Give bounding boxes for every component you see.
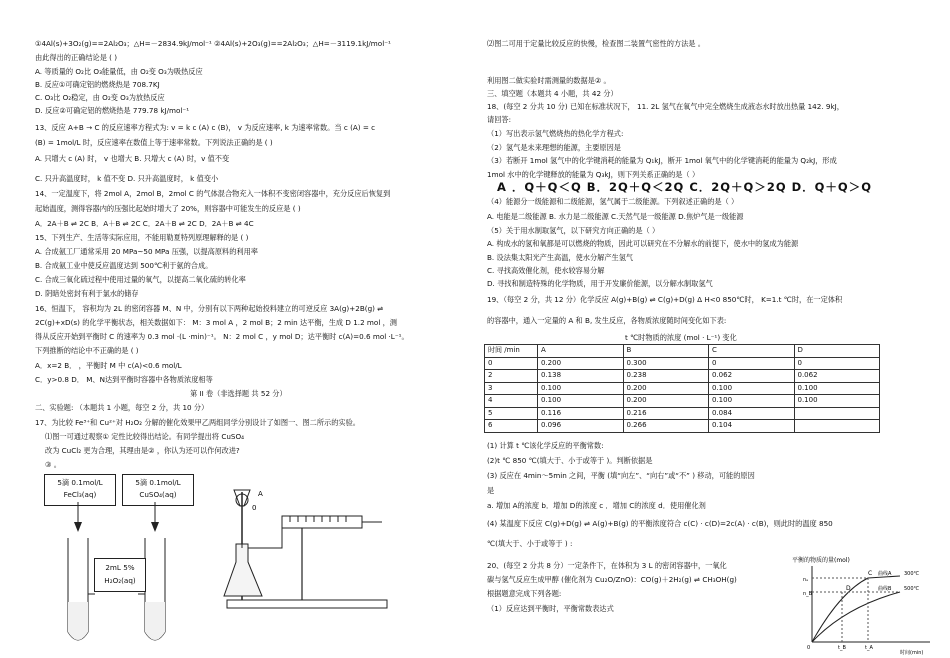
line: ①4Al(s)+3O₂(g)==2Al₂O₃；△H=－2834.9kJ/mol⁻¹ ②4Al(s)+2O₃(g)==2Al₂O₃；△H=－3119.1kJ/mol⁻¹	[35, 39, 391, 48]
line: D. 反应②可确定铝的燃烧热是 779.78 kJ/mol⁻¹	[35, 106, 190, 115]
line: 20、(每空 2 分共 8 分）一定条件下，在体积为 3 L 的密闭容器中，一氧化	[487, 561, 727, 570]
table-cell: 0.138	[538, 370, 624, 383]
curve-a-temp: 300℃	[904, 571, 920, 577]
line: ℃(填大于、小于或等于 ) :	[487, 539, 573, 548]
table-cell: 4	[485, 395, 538, 408]
line: 是	[487, 486, 495, 495]
concentration-table	[484, 344, 880, 433]
line: C. 只升高温度时， k 值不变 D. 只升高温度时， k 值变小	[35, 174, 219, 183]
line: B. 设法集太阳光产生高温，使水分解产生氢气	[487, 253, 634, 262]
methanol-graph	[790, 552, 940, 656]
table-cell: 6	[485, 420, 538, 433]
point-c-label: C	[868, 570, 873, 577]
line: 13、反应 A+B → C 的反应速率方程式为: v = k c (A) c (B)， v 为反应速率, k 为速率常数。当 c (A) = c	[35, 123, 376, 132]
na-label: nₐ	[803, 577, 809, 583]
line: （1）反应达到平衡时，平衡常数表达式	[487, 604, 614, 613]
line: （3）若断开 1mol 氢气中的化学键消耗的能量为 Q₁kJ，断开 1mol 氧气中的化学键消耗的能量为 Q₂kJ，形成	[487, 156, 837, 165]
spacer-text: 0	[252, 504, 257, 512]
table-cell: 3	[485, 382, 538, 395]
line: 18、(每空 2 分共 10 分) 已知在标准状况下， 11. 2L 氢气在氧气中完全燃烧生成液态水时放出热量 142. 9kJ，	[487, 102, 844, 111]
line: 碳与氢气反应生成甲醇 (催化剂为 Cu₂O/ZnO)：CO(g)＋2H₂(g) ⇌ CH₃OH(g)	[487, 575, 737, 584]
line: B. 反应①可确定铝的燃烧热是 708.7KJ	[35, 80, 160, 89]
line: (1) 计算 t ℃该化学反应的平衡常数:	[487, 441, 604, 450]
table-header-cell: 时间 /min	[485, 345, 538, 358]
line: （2）氢气是未来理想的能源，主要原因是	[487, 143, 621, 152]
line: 请回答:	[487, 115, 511, 124]
line: C. 合成三氧化硫过程中使用过量的氧气，以提高二氧化硫的转化率	[35, 275, 246, 284]
ta-label: t_A	[865, 645, 873, 651]
curve-b-line	[812, 592, 900, 642]
table-cell: 0.100	[794, 395, 880, 408]
line: 的容器中，通入一定量的 A 和 B, 发生反应，各物质浓度随时间变化如下表:	[487, 316, 727, 325]
fecl3-label: 5滴 0.1mol/L FeCl₃(aq)	[44, 474, 116, 506]
section-title: 第 II 卷（非选择题 共 52 分）	[190, 389, 287, 398]
table-row	[485, 382, 880, 395]
graph-ylabel: 平衡的物质的量(mol)	[792, 557, 850, 564]
table-header-row	[485, 345, 880, 358]
table-cell: 0.300	[623, 357, 709, 370]
table-cell	[794, 420, 880, 433]
table-row	[485, 407, 880, 420]
line: A．x=2 B． ，平衡时 M 中 c(A)<0.6 mol/L	[35, 361, 182, 370]
line: 17、为比较 Fe³⁺和 Cu²⁺对 H₂O₂ 分解的催化效果甲乙两组同学分别设计了如图一、图二所示的实验。	[35, 418, 360, 427]
table-cell: 0.062	[709, 370, 795, 383]
point-d-label: D	[846, 585, 851, 592]
flask-icon	[224, 544, 262, 596]
line: A. 电能是二级能源 B. 水力是二级能源 C.天然气是一级能源 D.焦炉气是一级能源	[487, 212, 744, 221]
table-cell: 0.100	[794, 382, 880, 395]
line: (B) = 1mol/L 时，反应速率在数值上等于速率常数。下列说法正确的是 ( )	[35, 138, 273, 147]
line: C. 寻找高效催化剂，使水较容易分解	[487, 266, 605, 275]
line: A. 合成氨工厂通常采用 20 MPa~50 MPa 压强，以提高原料的利用率	[35, 247, 258, 256]
line: A ．Q＋Q＜Q B．2Q＋Q＜2Q C．2Q＋Q＞2Q D．Q＋Q＞Q	[497, 180, 872, 194]
liquid-right	[145, 602, 165, 640]
line: (2)t ℃ 850 ℃(填大于、小于或等于 )。判断依据是	[487, 456, 653, 465]
table-cell: 0.200	[623, 395, 709, 408]
table-cell: 0.200	[623, 382, 709, 395]
table-cell: 0.096	[538, 420, 624, 433]
line: a. 增加 A的浓度 b．增加 D的浓度 c ．增加 C的浓度 d．使用催化剂	[487, 501, 706, 510]
line: ③ 。	[45, 460, 61, 469]
curve-a-label: 曲线A	[878, 571, 892, 577]
line: D. 寻找和制造特殊的化学物质，用于开发廉价能源，以分解水制取氢气	[487, 279, 713, 288]
dropper-tip-icon	[74, 522, 82, 532]
line: ⑵图二可用于定量比较反应的快慢，检查图二装置气密性的方法是 。	[487, 39, 705, 48]
line: 2C(g)+xD(s) 的化学平衡状态，相关数据如下： M：3 mol A ，2 mol B；2 min 达平衡，生成 D 1.2 mol ，测	[35, 318, 397, 327]
table-cell: 2	[485, 370, 538, 383]
table-row	[485, 357, 880, 370]
line: 14、一定温度下，将 2mol A，2mol B，2mol C 的气体混合物充入一体积不变密闭容器中，充分反应后恢复到	[35, 189, 391, 198]
table-cell: 0.100	[538, 395, 624, 408]
line: 利用图二做实验时需测量的数据是② 。	[487, 76, 611, 85]
line: B. 合成氨工业中使反应温度达到 500℃利于氨的合成。	[35, 261, 213, 270]
line: A. 构成水的氢和氧都是可以燃烧的物质，因此可以研究在不分解水的前提下，使水中的氢成为能源	[487, 239, 799, 248]
table-cell: 0.216	[623, 407, 709, 420]
line: A．2A＋B ⇌ 2C B．A＋B ⇌ 2C C．2A＋B ⇌ 2C D．2A＋B ⇌ 4C	[35, 219, 254, 228]
nb-label: n_B	[803, 591, 813, 597]
line: （5）关于用水制取氢气，以下研究方向正确的是（ ）	[487, 226, 660, 235]
dropper-tip-icon	[151, 522, 159, 532]
table-cell: 0	[485, 357, 538, 370]
stand-base	[227, 600, 387, 608]
graph-xlabel: 时间(min)	[900, 650, 924, 656]
table-row	[485, 370, 880, 383]
table-cell: 0	[794, 357, 880, 370]
line: 二、实验题: （本题共 1 小题，每空 2 分，共 10 分）	[35, 403, 209, 412]
delivery-tube	[248, 522, 282, 548]
line: A. 只增大 c (A) 时， v 也增大 B. 只增大 c (A) 时，v 值不变	[35, 154, 230, 163]
curve-b-temp: 500℃	[904, 586, 920, 592]
line: 19、（每空 2 分，共 12 分）化学反应 A(g)+B(g) ⇌ C(g)+D(g) Δ H<0 850℃时， K=1.t ℃时，在一定体积	[487, 295, 843, 304]
origin-label: 0	[807, 645, 811, 651]
line: （4）能源分一级能源和二级能源，氢气属于二级能源。下列叙述正确的是（ ）	[487, 197, 739, 206]
line: 三、填空题（本题共 4 小题，共 42 分）	[487, 89, 618, 98]
table-row	[485, 420, 880, 433]
line: 15、下列生产、生活等实际应用，不能用勒夏特列原理解释的是 ( )	[35, 233, 249, 242]
table-caption: t ℃时物质的浓度 (mol · L⁻¹) 变化	[625, 333, 737, 342]
line: D. 阴暗处密封有利于氯水的储存	[35, 289, 139, 298]
table-cell: 0.104	[709, 420, 795, 433]
cuso4-label: 5滴 0.1mol/L CuSO₄(aq)	[122, 474, 194, 506]
line: C. O₃比 O₂稳定，由 O₂变 O₃为放热反应	[35, 93, 165, 102]
table-header-cell: C	[709, 345, 795, 358]
line: A. 等质量的 O₂比 O₃能量低，由 O₂变 O₃为吸热反应	[35, 67, 203, 76]
line: 1mol 水中的化学键释放的能量为 Q₃kJ，则下列关系正确的是（ ）	[487, 170, 700, 179]
table-cell: 0.238	[623, 370, 709, 383]
table-header-cell: D	[794, 345, 880, 358]
table-cell: 0.062	[794, 370, 880, 383]
liquid-left	[68, 602, 88, 640]
table-cell: 0.116	[538, 407, 624, 420]
line: 下列推断的结论中不正确的是 ( )	[35, 346, 139, 355]
table-cell: 0.100	[538, 382, 624, 395]
tb-label: t_B	[838, 645, 846, 651]
label-a: A	[258, 490, 263, 498]
table-cell	[794, 407, 880, 420]
syringe-scale	[290, 516, 346, 522]
table-cell: 0.084	[709, 407, 795, 420]
line: (3) 反应在 4min～5min 之间，平衡 (填“向左”、“向右”或“不” ) 移动，可能的原因	[487, 471, 755, 480]
table-cell: 0.266	[623, 420, 709, 433]
line: ⑴图一可通过观察① 定性比较得出结论。有同学提出将 CuSO₄	[45, 432, 245, 441]
line: 16、恒温下， 容积均为 2L 的密闭容器 M、N 中，分别有以下两种起始投料建立的可逆反应 3A(g)+2B(g) ⇌	[35, 304, 384, 313]
h2o2-label: 2mL 5% H₂O₂(aq)	[94, 558, 146, 592]
table-cell: 0.100	[709, 382, 795, 395]
table-header-cell: A	[538, 345, 624, 358]
line: 起始温度，测得容器内的压强比起始时增大了 20%，则容器中可能发生的反应是 ( )	[35, 204, 301, 213]
table-cell: 5	[485, 407, 538, 420]
line: (4) 某温度下反应 C(g)+D(g) ⇌ A(g)+B(g) 的平衡浓度符合 c(C) · c(D)=2c(A) · c(B)，则此时的温度 850	[487, 519, 833, 528]
curve-b-label: 曲线B	[878, 586, 892, 592]
line: C．y>0.8 D． M、N达到平衡时容器中各物质浓度相等	[35, 375, 213, 384]
line: （1）写出表示氢气燃烧热的热化学方程式:	[487, 129, 624, 138]
table-cell: 0.100	[709, 395, 795, 408]
table-cell: 0.200	[538, 357, 624, 370]
line: 改为 CuCl₂ 更为合理，其理由是② ，你认为还可以作何改进?	[45, 446, 240, 455]
line: 得从反应开始到平衡时 C 的速率为 0.3 mol ·(L ·min)⁻¹。 N：2 mol C ，y mol D；达平衡时 c(A)=0.6 mol ·L⁻¹。	[35, 332, 409, 341]
line: 根据题意完成下列各题:	[487, 589, 562, 598]
line: 由此得出的正确结论是 ( )	[35, 53, 118, 62]
table-header-cell: B	[623, 345, 709, 358]
figure-two-apparatus	[222, 482, 392, 642]
table-cell: 0	[709, 357, 795, 370]
table-row	[485, 395, 880, 408]
